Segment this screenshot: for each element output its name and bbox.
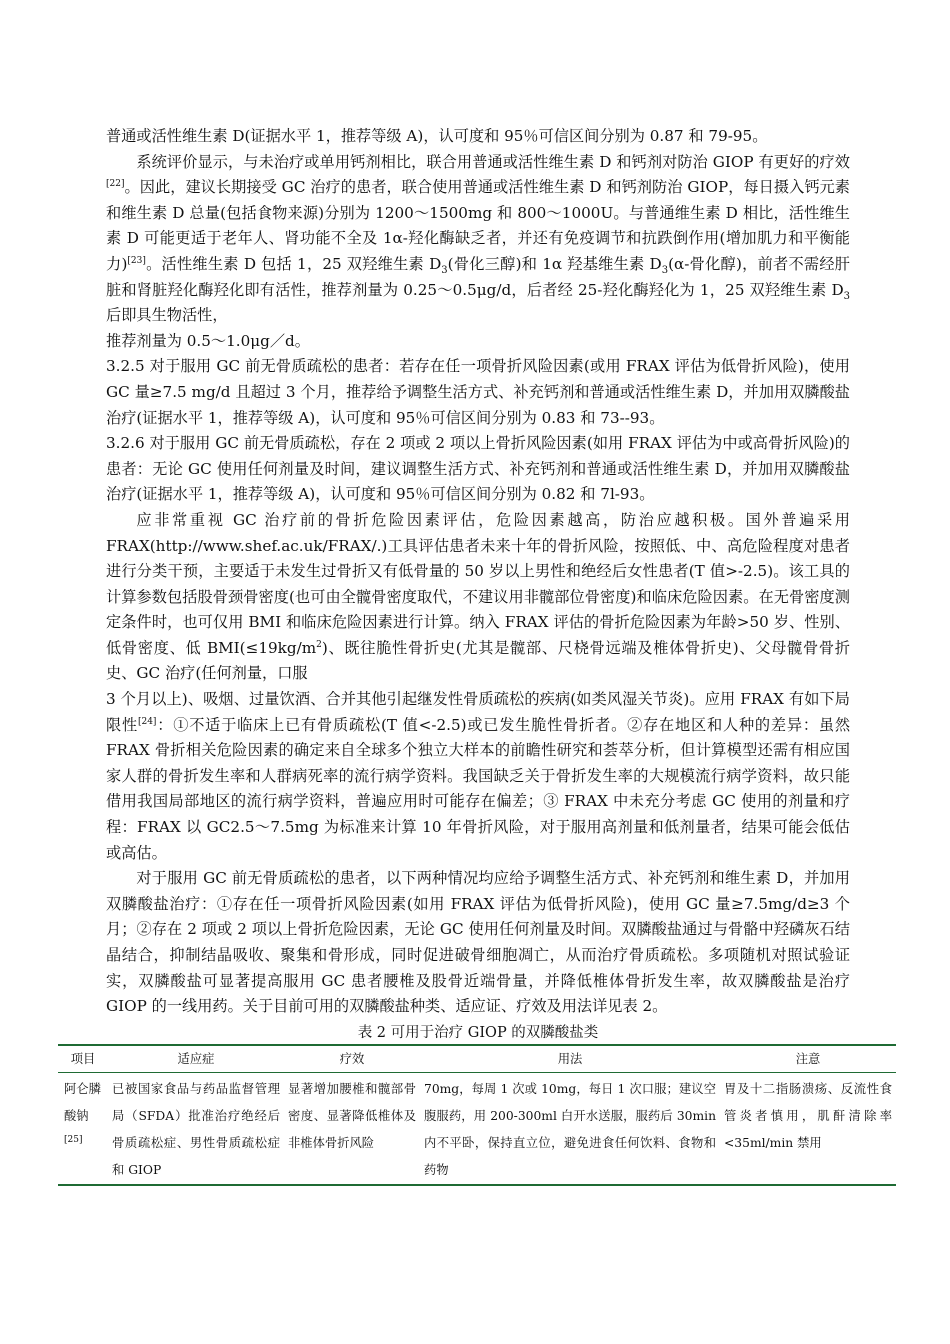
body-text [64, 124, 892, 1186]
text-run: 3.2.5 对于服用 GC 前无骨质疏松的患者：若存在任一项骨折风险因素(或用 FRAX 评估为低骨折风险)，使用 GC 量≥7.5 mg/d 且超过 3 个月，推荐给予调整生活方式、补充钙剂和普通或活性维生素 D，并加用双膦酸盐治疗(证据水平 1，推荐等级 A)，认可度和 95％可信区间分别为 0.83 和 73--93。 [106, 357, 850, 427]
text-run: 推荐剂量为 0.5～1.0μg／d。 [106, 331, 310, 350]
table-row [58, 1072, 896, 1185]
cell-usage: 70mg，每周 1 次或 10mg，每日 1 次口服；建议空腹服药，用 200-300ml 白开水送服，服药后 30min 内不平卧，保持直立位，避免进食任何饮料、食物和药物 [420, 1072, 720, 1185]
text-run: (α-骨化醇)，前者不需经肝脏和肾脏羟化酶羟化即有活性，推荐剂量为 0.25～0.5μg/d，后者经 25-羟化酶羟化为 1，25 双羟维生素 D [106, 254, 850, 299]
table-caption: 表 2 可用于治疗 GIOP 的双膦酸盐类 [357, 1024, 599, 1041]
paragraph-p3 [106, 354, 850, 431]
header-indication: 适应症 [108, 1045, 284, 1073]
cell-caution: 胃及十二指肠溃疡、反流性食管炎者慎用，肌酐清除率<35ml/min 禁用 [720, 1072, 896, 1185]
superscript: [24] [137, 716, 157, 727]
text-run: 普通或活性维生素 D(证据水平 1，推荐等级 A)，认可度和 95％可信区间分别为 0.87 和 79-95。 [106, 127, 768, 145]
header-usage: 用法 [420, 1045, 720, 1073]
text-run: 。活性维生素 D 包括 1，25 双羟维生素 D [145, 254, 442, 273]
cell-drug-name [58, 1072, 108, 1185]
subscript: 3 [843, 290, 850, 302]
header-caution: 注意 [720, 1045, 896, 1073]
paragraph-p5 [106, 508, 850, 866]
paragraph-p1 [106, 124, 850, 150]
text-run: ：①不适于临床上已有骨质疏松(T 值<-2.5)或已发生脆性骨折者。②存在地区和人种的差异：虽然 FRAX 骨折相关危险因素的确定来自全球多个独立大样本的前瞻性研究和荟萃分析，但计算模型还需有相应国家人群的骨折发生率和人群病死率的流行病学资料。我国缺乏关于骨折发生率的大规模流行病学资料，故只能借用我国局部地区的流行病学资料，普遍应用时可能存在偏差；③ FRAX 中未充分考虑 GC 使用的剂量和疗程：FRAX 以 GC2.5～7.5mg 为标准来计算 10 年骨折风险，对于服用高剂量和低剂量者，结果可能会低估或高估。 [106, 715, 851, 862]
superscript: 2 [316, 639, 322, 650]
text-run: 。因此，建议长期接受 GC 治疗的患者，联合使用普通或活性维生素 D 和钙剂防治 GIOP，每日摄入钙元素和维生素 D 总量(包括食物来源)分别为 1200～1500mg 和 800～1000U。与普通维生素 D 相比，活性维生素 D 可能更适于老年人、肾功能不全及 1α-羟化酶缺乏者，并还有免疫调节和抗跌倒作用(增加肌力和平衡能力) [106, 178, 850, 273]
paragraph-p4 [106, 431, 850, 508]
text-run: (骨化三醇)和 1α 羟基维生素 D [447, 254, 662, 273]
text-run: 3.2.6 对于服用 GC 前无骨质疏松，存在 2 项或 2 项以上骨折风险因素(如用 FRAX 评估为中或高骨折风险)的患者：无论 GC 使用任何剂量及时间，建议调整生活方式、补充钙剂和普通或活性维生素 D，并加用双膦酸盐治疗(证据水平 1，推荐等级 A)，认可度和 95％可信区间分别为 0.82 和 7l-93。 [106, 434, 850, 504]
text-run: 应非常重视 GC 治疗前的骨折危险因素评估，危险因素越高，防治应越积极。国外普遍采用 FRAX(http://www.shef.ac.uk/FRAX/.)工具评估患者未来十年的骨折风险，按照低、中、高危险程度对患者进行分类干预，主要适于未发生过骨折又有低骨量的 50 岁以上男性和绝经后女性患者(T 值>-2.5)。该工具的计算参数包括股骨颈骨密度(也可由全髋骨密度取代，不建议用非髋部位骨密度)和临床危险因素。在无骨密度测定条件时，也可仅用 BMI 和临床危险因素进行计算。纳入 FRAX 评估的骨折危险因素为年龄>50 岁、性别、低骨密度、低 BMI(≤19kg/m [106, 510, 850, 657]
table-header-row [58, 1045, 896, 1073]
subscript: 3 [661, 265, 669, 276]
bisphosphonate-table [58, 1044, 896, 1186]
header-efficacy: 疗效 [284, 1045, 420, 1073]
text-run: 系统评价显示，与未治疗或单用钙剂相比，联合用普通或活性维生素 D 和钙剂对防治 GIOP 有更好的疗效 [136, 152, 850, 171]
text-run: 后即具生物活性， [106, 306, 228, 325]
superscript: [23] [127, 255, 146, 266]
text-run: 3 个月以上)、吸烟、过量饮酒、合并其他引起继发性骨质疏松的疾病(如类风湿关节炎)。应用 FRAX 有如下局限性 [106, 690, 850, 734]
drug-ref: [25] [64, 1134, 83, 1145]
paragraph-p2 [106, 150, 850, 355]
paragraph-p6 [106, 866, 850, 1020]
superscript: [22] [106, 179, 125, 190]
text-run: 对于服用 GC 前无骨质疏松的患者，以下两种情况均应给予调整生活方式、补充钙剂和维生素 D，并加用双膦酸盐治疗：①存在任一项骨折风险因素(如用 FRAX 评估为低骨折风险)，使用 GC 量≥7.5mg/d≥3 个月；②存在 2 项或 2 项以上骨折危险因素，无论 GC 使用任何剂量及时间。双膦酸盐通过与骨骼中羟磷灰石结晶结合，抑制结晶吸收、聚集和骨形成，同时促进破骨细胞凋亡，从而治疗骨质疏松。多项随机对照试验证实，双膦酸盐可显著提高服用 GC 患者腰椎及股骨近端骨量，并降低椎体骨折发生率，故双膦酸盐是治疗 GIOP 的一线用药。关于目前可用的双膦酸盐种类、适应证、疗效及用法详见表 2。 [106, 869, 850, 1016]
cell-efficacy: 显著增加腰椎和髋部骨密度、显著降低椎体及非椎体骨折风险 [284, 1072, 420, 1185]
subscript: 3 [441, 265, 448, 276]
cell-indication: 已被国家食品与药品监督管理局（SFDA）批准治疗绝经后骨质疏松症、男性骨质疏松症和 GIOP [108, 1072, 284, 1185]
drug-name: 阿仑膦酸钠 [64, 1081, 101, 1123]
header-item: 项目 [58, 1045, 108, 1073]
text-run: )、既往脆性骨折史(尤其是髋部、尺桡骨远端及椎体骨折史)、父母髋骨骨折史、GC 治疗(任何剂量，口服 [106, 638, 850, 683]
